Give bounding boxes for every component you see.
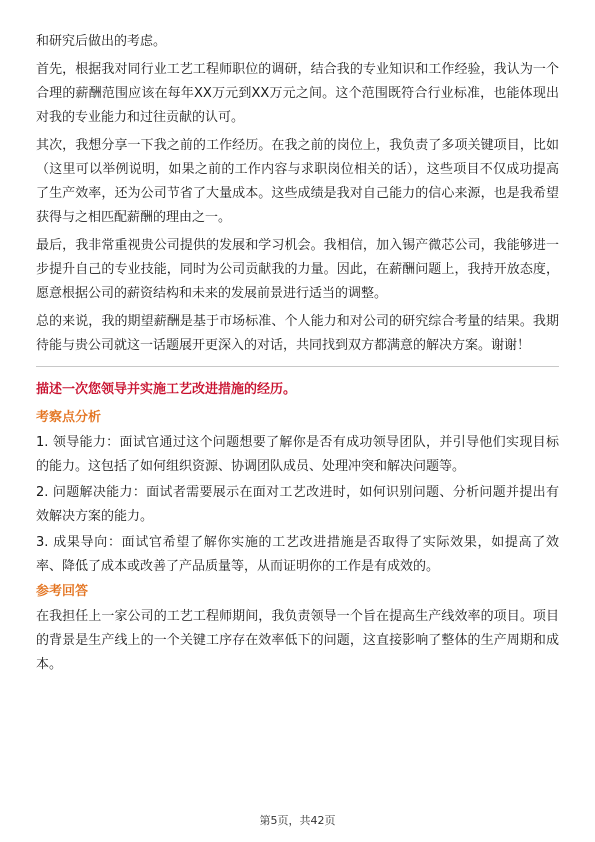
page-number: 第5页，共42页 (259, 814, 336, 827)
section-divider (36, 366, 559, 367)
intro-paragraph-0: 和研究后做出的考虑。 (36, 34, 167, 49)
page-content (36, 30, 559, 681)
intro-paragraph-1: 首先，根据我对同行业工艺工程师职位的调研，结合我的专业知识和工作经验，我认为一个合理的薪酬范围应该在每年XX万元到XX万元之间。这个范围既符合行业标准，也能体现出对我的专业能力和过往贡献的认可。 (36, 62, 559, 125)
intro-paragraph-3: 最后，我非常重视贵公司提供的发展和学习机会。我相信，加入锡产微芯公司，我能够进一步提升自己的专业技能，同时为公司贡献我的力量。因此，在薪酬问题上，我持开放态度，愿意根据公司的薪资结构和未来的发展前景进行适当的调整。 (36, 238, 559, 301)
analysis-title: 考察点分析 (36, 410, 102, 425)
question-heading: 描述一次您领导并实施工艺改进措施的经历。 (36, 382, 297, 397)
reference-answer: 在我担任上一家公司的工艺工程师期间，我负责领导一个旨在提高生产线效率的项目。项目的背景是生产线上的一个关键工序存在效率低下的问题，这直接影响了整体的生产周期和成本。 (36, 609, 559, 672)
intro-paragraph-4: 总的来说，我的期望薪酬是基于市场标准、个人能力和对公司的研究综合考量的结果。我期待能与贵公司就这一话题展开更深入的对话，共同找到双方都满意的解决方案。谢谢！ (36, 314, 559, 353)
reference-title: 参考回答 (36, 584, 89, 599)
intro-paragraph-2: 其次，我想分享一下我之前的工作经历。在我之前的岗位上，我负责了多项关键项目，比如（这里可以举例说明，如果之前的工作内容与求职岗位相关的话），这些项目不仅成功提高了生产效率，还为公司节省了大量成本。这些成绩是我对自己能力的信心来源，也是我希望获得与之相匹配薪酬的理由之一。 (36, 138, 559, 225)
analysis-item-3: 3. 成果导向：面试官希望了解你实施的工艺改进措施是否取得了实际效果，如提高了效率、降低了成本或改善了产品质量等，从而证明你的工作是有成效的。 (36, 535, 559, 574)
analysis-item-1: 1. 领导能力：面试官通过这个问题想要了解你是否有成功领导团队，并引导他们实现目标的能力。这包括了如何组织资源、协调团队成员、处理冲突和解决问题等。 (36, 435, 559, 474)
analysis-item-2: 2. 问题解决能力：面试者需要展示在面对工艺改进时，如何识别问题、分析问题并提出有效解决方案的能力。 (36, 485, 559, 524)
